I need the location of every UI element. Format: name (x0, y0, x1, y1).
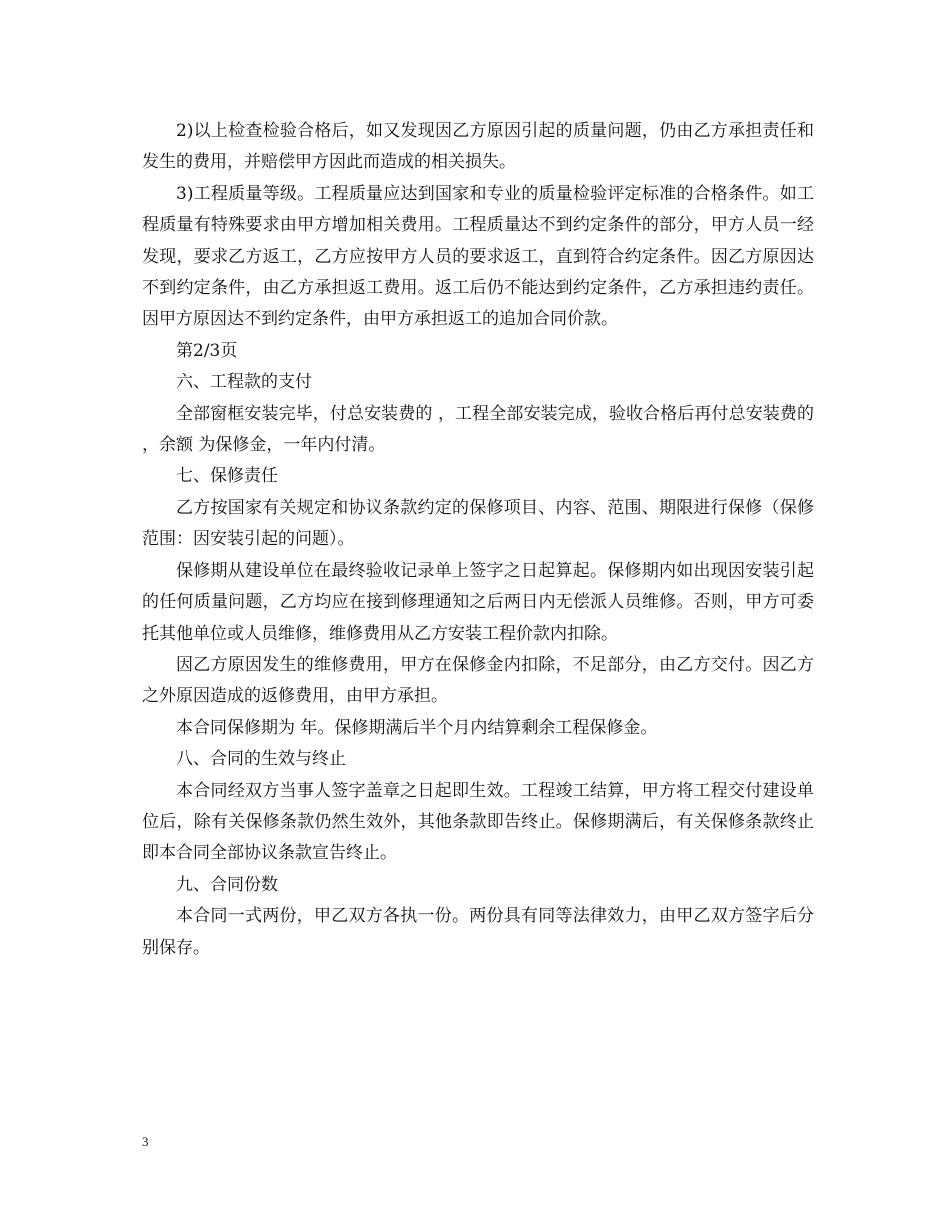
paragraph-warranty-period: 保修期从建设单位在最终验收记录单上签字之日起算起。保修期内如出现因安装引起的任何质量问题，乙方均应在接到修理通知之后两日内无偿派人员维修。否则，甲方可委托其他单位或人员维修，维修费用从乙方安装工程价款内扣除。 (142, 560, 814, 644)
paragraph-inspection-liability: 2)以上检查检验合格后，如又发现因乙方原因引起的质量问题，仍由乙方承担责任和发生的费用，并赔偿甲方因此而造成的相关损失。 (142, 121, 814, 173)
page-number: 3 (142, 1134, 149, 1149)
section-heading-payment: 六、工程款的支付 (176, 372, 312, 393)
section-heading-copies: 九、合同份数 (176, 874, 278, 895)
paragraph-warranty-years: 本合同保修期为 年。保修期满后半个月内结算剩余工程保修金。 (176, 717, 658, 738)
section-heading-warranty: 七、保修责任 (176, 466, 278, 487)
paragraph-quality-grade: 3)工程质量等级。工程质量应达到国家和专业的质量检验评定标准的合格条件。如工程质量有特殊要求由甲方增加相关费用。工程质量达不到约定条件的部分，甲方人员一经发现，要求乙方返工，乙方应按甲方人员的要求返工，直到符合约定条件。因乙方原因达不到约定条件，由乙方承担返工费用。返工后仍不能达到约定条件，乙方承担违约责任。因甲方原因达不到约定条件，由甲方承担返工的追加合同价款。 (142, 183, 814, 330)
document-body (142, 116, 814, 964)
paragraph-payment-terms: 全部窗框安装完毕，付总安装费的 ，工程全部安装完成，验收合格后再付总安装费的 ，余额 为保修金，一年内付清。 (142, 403, 814, 456)
paragraph-repair-costs: 因乙方原因发生的维修费用，甲方在保修金内扣除，不足部分，由乙方交付。因乙方之外原因造成的返修费用，由甲方承担。 (142, 654, 814, 707)
page-marker: 第2/3页 (176, 340, 238, 361)
paragraph-warranty-scope: 乙方按国家有关规定和协议条款约定的保修项目、内容、范围、期限进行保修（保修范围：因安装引起的问题）。 (142, 497, 814, 550)
section-heading-effectiveness: 八、合同的生效与终止 (176, 749, 346, 770)
paragraph-copies: 本合同一式两份，甲乙双方各执一份。两份具有同等法律效力，由甲乙双方签字后分别保存。 (142, 906, 814, 958)
paragraph-effectiveness: 本合同经双方当事人签字盖章之日起即生效。工程竣工结算，甲方将工程交付建设单位后，除有关保修条款仍然生效外，其他条款即告终止。保修期满后，有关保修条款终止即本合同全部协议条款宣告终止。 (142, 780, 814, 864)
